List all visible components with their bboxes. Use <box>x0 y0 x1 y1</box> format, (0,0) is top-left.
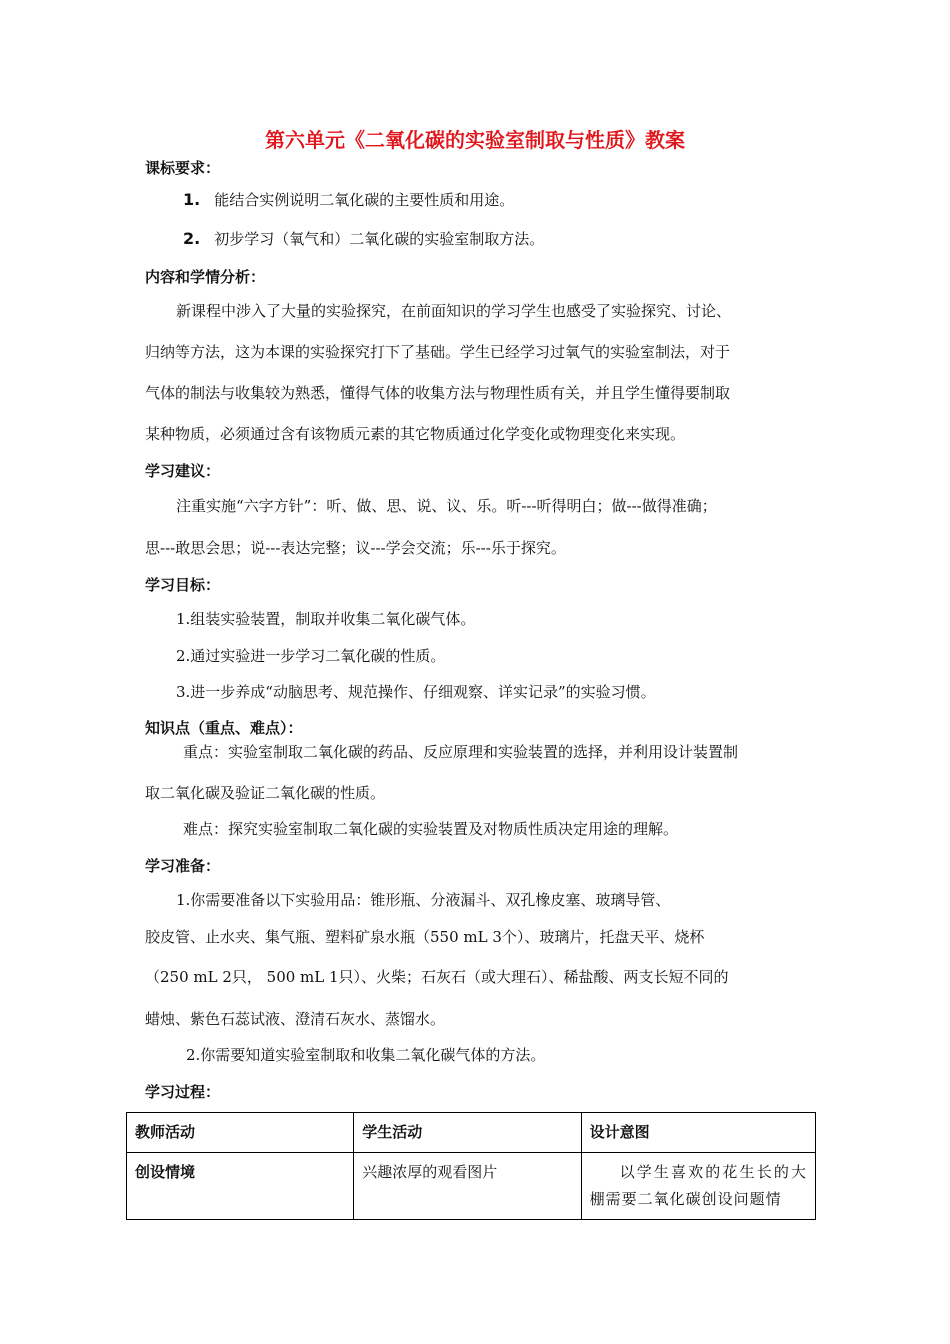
table-header-row <box>127 1113 816 1153</box>
column-header-intent: 设计意图 <box>581 1113 815 1153</box>
column-header-student: 学生活动 <box>354 1113 581 1153</box>
preparation-item2: 2.你需要知道实验室制取和收集二氧化碳气体的方法。 <box>186 1046 546 1064</box>
document-title: 第六单元《二氧化碳的实验室制取与性质》教案 <box>265 128 685 152</box>
focus-line: 重点：实验室制取二氧化碳的药品、反应原理和实验装置的选择，并利用设计装置制 <box>183 743 739 761</box>
preparation-line: （250 mL 2只， 500 mL 1只）、火柴；石灰石（或大理石）、稀盐酸、两支长短不同的 <box>145 968 729 986</box>
goal-item: 1.组装实验装置，制取并收集二氧化碳气体。 <box>176 610 476 628</box>
analysis-line: 气体的制法与收集较为熟悉，懂得气体的收集方法与物理性质有关，并且学生懂得要制取 <box>145 384 731 402</box>
advice-line: 注重实施“六字方针”：听、做、思、说、议、乐。听---听得明白；做---做得准确； <box>176 497 717 515</box>
advice-heading: 学习建议： <box>145 462 221 480</box>
item-number: 2. <box>183 229 201 248</box>
process-heading: 学习过程： <box>145 1083 221 1101</box>
analysis-heading: 内容和学情分析： <box>145 268 266 286</box>
preparation-line: 蜡烛、紫色石蕊试液、澄清石灰水、蒸馏水。 <box>145 1010 446 1028</box>
item-text: 能结合实例说明二氧化碳的主要性质和用途。 <box>214 191 515 209</box>
table-row <box>127 1153 816 1220</box>
analysis-line: 某种物质，必须通过含有该物质元素的其它物质通过化学变化或物理变化来实现。 <box>145 425 686 443</box>
goal-item: 3.进一步养成“动脑思考、规范操作、仔细观察、详实记录”的实验习惯。 <box>176 683 656 701</box>
item-text: 初步学习（氧气和）二氧化碳的实验室制取方法。 <box>214 230 545 248</box>
process-table <box>126 1112 816 1220</box>
preparation-heading: 学习准备： <box>145 857 221 875</box>
curriculum-item <box>183 189 514 210</box>
analysis-line: 新课程中涉入了大量的实验探究，在前面知识的学习学生也感受了实验探究、讨论、 <box>176 302 732 320</box>
goal-item: 2.通过实验进一步学习二氧化碳的性质。 <box>176 647 446 665</box>
cell-teacher: 创设情境 <box>127 1153 354 1220</box>
item-number: 1. <box>183 190 201 209</box>
analysis-line: 归纳等方法，这为本课的实验探究打下了基础。学生已经学习过氧气的实验室制法，对于 <box>145 343 731 361</box>
focus-line: 取二氧化碳及验证二氧化碳的性质。 <box>145 784 386 802</box>
cell-intent: 以学生喜欢的花生长的大棚需要二氧化碳创设问题情 <box>581 1153 815 1220</box>
column-header-teacher: 教师活动 <box>127 1113 354 1153</box>
preparation-line: 胶皮管、止水夹、集气瓶、塑料矿泉水瓶（550 mL 3个）、玻璃片，托盘天平、烧杯 <box>145 928 705 946</box>
curriculum-heading: 课标要求： <box>145 159 221 177</box>
cell-student: 兴趣浓厚的观看图片 <box>354 1153 581 1220</box>
preparation-line: 1.你需要准备以下实验用品：锥形瓶、分液漏斗、双孔橡皮塞、玻璃导管、 <box>176 891 671 909</box>
difficulty-line: 难点：探究实验室制取二氧化碳的实验装置及对物质性质决定用途的理解。 <box>183 820 679 838</box>
curriculum-item <box>183 228 544 249</box>
advice-line: 思---敢思会思；说---表达完整；议---学会交流；乐---乐于探究。 <box>145 539 566 557</box>
keypoints-heading: 知识点（重点、难点）： <box>145 719 303 737</box>
goals-heading: 学习目标： <box>145 576 221 594</box>
